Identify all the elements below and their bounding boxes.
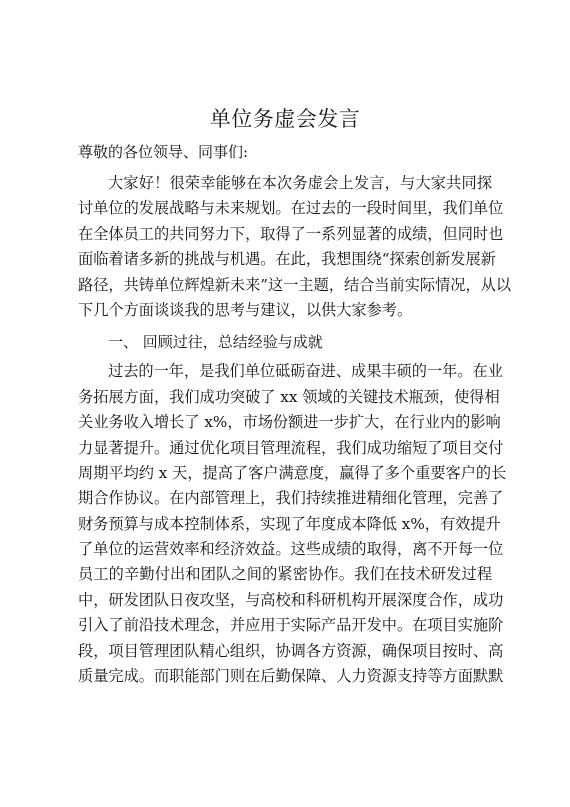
page-title: 单位务虚会发言 — [209, 107, 361, 131]
paragraph-line: 关业务收入增长了 x%，市场份额进一步扩大，在行业内的影响 — [78, 413, 501, 432]
paragraph-line: 段，项目管理团队精心组织，协调各方资源，确保项目按时、高 — [78, 641, 504, 660]
paragraph-line: 期合作协议。在内部管理上，我们持续推进精细化管理，完善了 — [78, 489, 504, 508]
document-page — [78, 104, 512, 695]
paragraph-line: 引入了前沿技术理念，并应用于实际产品开发中。在项目实施阶 — [78, 616, 504, 635]
paragraph-line: 周期平均约 x 天，提高了客户满意度，赢得了多个重要客户的长 — [78, 463, 507, 482]
paragraph-line: 力显著提升。通过优化项目管理流程，我们成功缩短了项目交付 — [78, 438, 504, 457]
paragraph-line: 过去的一年，是我们单位砥砺奋进、成果丰硕的一年。在业 — [108, 362, 503, 381]
paragraph-line: 中，研发团队日夜攻坚，与高校和科研机构开展深度合作，成功 — [78, 590, 504, 609]
paragraph-line: 讨单位的发展战略与未来规划。在过去的一段时间里，我们单位 — [78, 199, 504, 218]
paragraph-line: 质量完成。而职能部门则在后勤保障、人力资源支持等方面默默 — [78, 667, 504, 686]
paragraph-line: 财务预算与成本控制体系，实现了年度成本降低 x%，有效提升 — [78, 514, 501, 533]
paragraph-line: 大家好！很荣幸能够在本次务虚会上发言，与大家共同探 — [108, 174, 492, 192]
paragraph-line: 员工的辛勤付出和团队之间的紧密协作。我们在技术研发过程 — [78, 565, 492, 584]
paragraph-line: 在全体员工的共同努力下，取得了一系列显著的成绩，但同时也 — [78, 224, 504, 243]
paragraph-line: 下几个方面谈谈我的思考与建议，以供大家参考。 — [78, 300, 413, 319]
paragraph-intro — [78, 171, 512, 323]
salutation: 尊敬的各位领导、同事们: — [78, 143, 249, 161]
paragraph-review — [78, 359, 507, 689]
paragraph-line: 面临着诸多新的挑战与机遇。在此，我想围绕“探索创新发展新 — [78, 250, 496, 269]
paragraph-line: 路径，共铸单位辉煌新未来”这一主题，结合当前实际情况，从以 — [78, 275, 512, 294]
paragraph-line: 了单位的运营效率和经济效益。这些成绩的取得，离不开每一位 — [78, 540, 504, 559]
paragraph-line: 务拓展方面，我们成功突破了 xx 领域的关键技术瓶颈，使得相 — [78, 387, 500, 406]
section-heading: 一、 回顾过往，总结经验与成就 — [108, 333, 323, 352]
